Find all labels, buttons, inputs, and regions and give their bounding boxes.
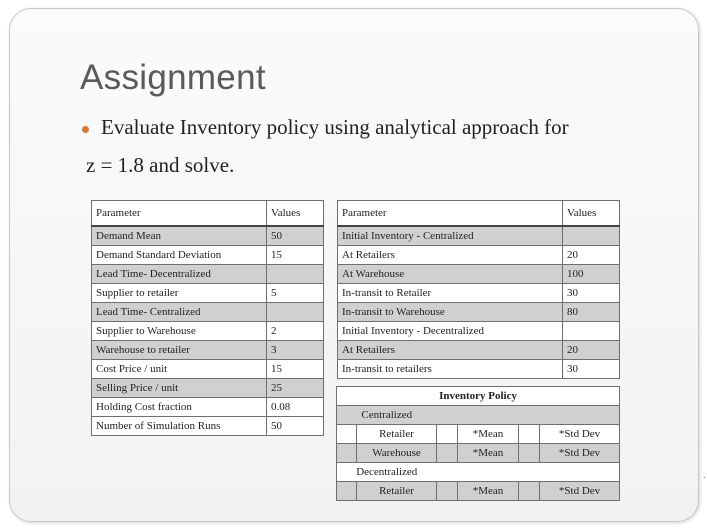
policy-mean: *Mean [458,425,519,444]
policy-std: *Std Dev [540,444,620,463]
policy-mean: *Mean [458,482,519,501]
cell-value: 20 [563,246,620,265]
table-row [338,303,620,322]
cell-parameter: Holding Cost fraction [92,398,267,417]
policy-cell-empty [437,425,458,444]
table-header-row [92,201,324,227]
cell-value [563,322,620,341]
table-row [338,284,620,303]
cell-value: 5 [267,284,324,303]
cell-value: 2 [267,322,324,341]
cell-parameter: Warehouse to retailer [92,341,267,360]
cell-parameter: Initial Inventory - Centralized [338,226,563,246]
table-row [92,226,324,246]
cell-value: 80 [563,303,620,322]
cell-parameter: Cost Price / unit [92,360,267,379]
policy-cell-empty [337,425,357,444]
policy-title-row [337,387,620,406]
policy-cell-empty [519,425,540,444]
policy-section-row [337,463,620,482]
policy-cell-empty [337,444,357,463]
cell-value: 30 [563,284,620,303]
table-row [92,379,324,398]
cell-parameter: Supplier to retailer [92,284,267,303]
cell-value: 100 [563,265,620,284]
header-values: Values [563,201,620,227]
cell-parameter: Supplier to Warehouse [92,322,267,341]
policy-section-decentralized: Decentralized [337,463,437,482]
policy-cell-empty [437,444,458,463]
policy-row [337,425,620,444]
policy-cell-empty [337,482,357,501]
table-row [92,246,324,265]
table-row [338,265,620,284]
table-row [92,322,324,341]
cell-parameter: In-transit to retailers [338,360,563,379]
table-row [338,360,620,379]
cell-value: 50 [267,417,324,436]
cell-value: 20 [563,341,620,360]
cell-value [267,303,324,322]
table-row [92,284,324,303]
table-header-row [338,201,620,227]
parameters-table-left-body [92,201,324,436]
cell-parameter: Selling Price / unit [92,379,267,398]
header-parameter: Parameter [338,201,563,227]
cell-parameter: Initial Inventory - Decentralized [338,322,563,341]
cell-parameter: Number of Simulation Runs [92,417,267,436]
policy-cell-empty [519,444,540,463]
cell-value: 15 [267,246,324,265]
table-row [338,226,620,246]
policy-cell-empty [519,482,540,501]
cell-parameter: At Retailers [338,246,563,265]
policy-section-row [337,406,620,425]
table-row [338,246,620,265]
cell-value: 3 [267,341,324,360]
cell-value: 0.08 [267,398,324,417]
table-row [92,398,324,417]
bullet-text-line-1: Evaluate Inventory policy using analytical approach for [101,115,569,139]
policy-row [337,482,620,501]
policy-title: Inventory Policy [337,387,620,406]
table-row [92,303,324,322]
policy-section-filler [437,463,620,482]
cell-value: 30 [563,360,620,379]
policy-label: Retailer [357,425,437,444]
cell-parameter: In-transit to Warehouse [338,303,563,322]
parameters-table-right [337,200,620,379]
cell-parameter: At Warehouse [338,265,563,284]
cell-value [267,265,324,284]
policy-cell-empty [437,482,458,501]
cell-parameter: Demand Standard Deviation [92,246,267,265]
cell-parameter: Lead Time- Decentralized [92,265,267,284]
table-row [92,360,324,379]
stray-dot: . [703,470,706,481]
cell-value: 50 [267,226,324,246]
bullet-dot [82,126,89,133]
cell-value: 25 [267,379,324,398]
policy-mean: *Mean [458,444,519,463]
cell-value [563,226,620,246]
cell-parameter: Lead Time- Centralized [92,303,267,322]
parameters-table-left [91,200,324,436]
table-row [338,322,620,341]
policy-label: Retailer [357,482,437,501]
policy-section-filler [437,406,620,425]
inventory-policy-table [336,386,620,501]
header-parameter: Parameter [92,201,267,227]
policy-section-centralized: Centralized [337,406,437,425]
cell-value: 15 [267,360,324,379]
cell-parameter: At Retailers [338,341,563,360]
cell-parameter: Demand Mean [92,226,267,246]
policy-row [337,444,620,463]
cell-parameter: In-transit to Retailer [338,284,563,303]
table-row [338,341,620,360]
policy-std: *Std Dev [540,482,620,501]
table-row [92,265,324,284]
slide-title: Assignment [80,58,266,97]
policy-label: Warehouse [357,444,437,463]
table-row [92,341,324,360]
bullet-text-line-2: z = 1.8 and solve. [86,153,235,177]
policy-std: *Std Dev [540,425,620,444]
table-row [92,417,324,436]
header-values: Values [267,201,324,227]
parameters-table-right-body [338,201,620,379]
